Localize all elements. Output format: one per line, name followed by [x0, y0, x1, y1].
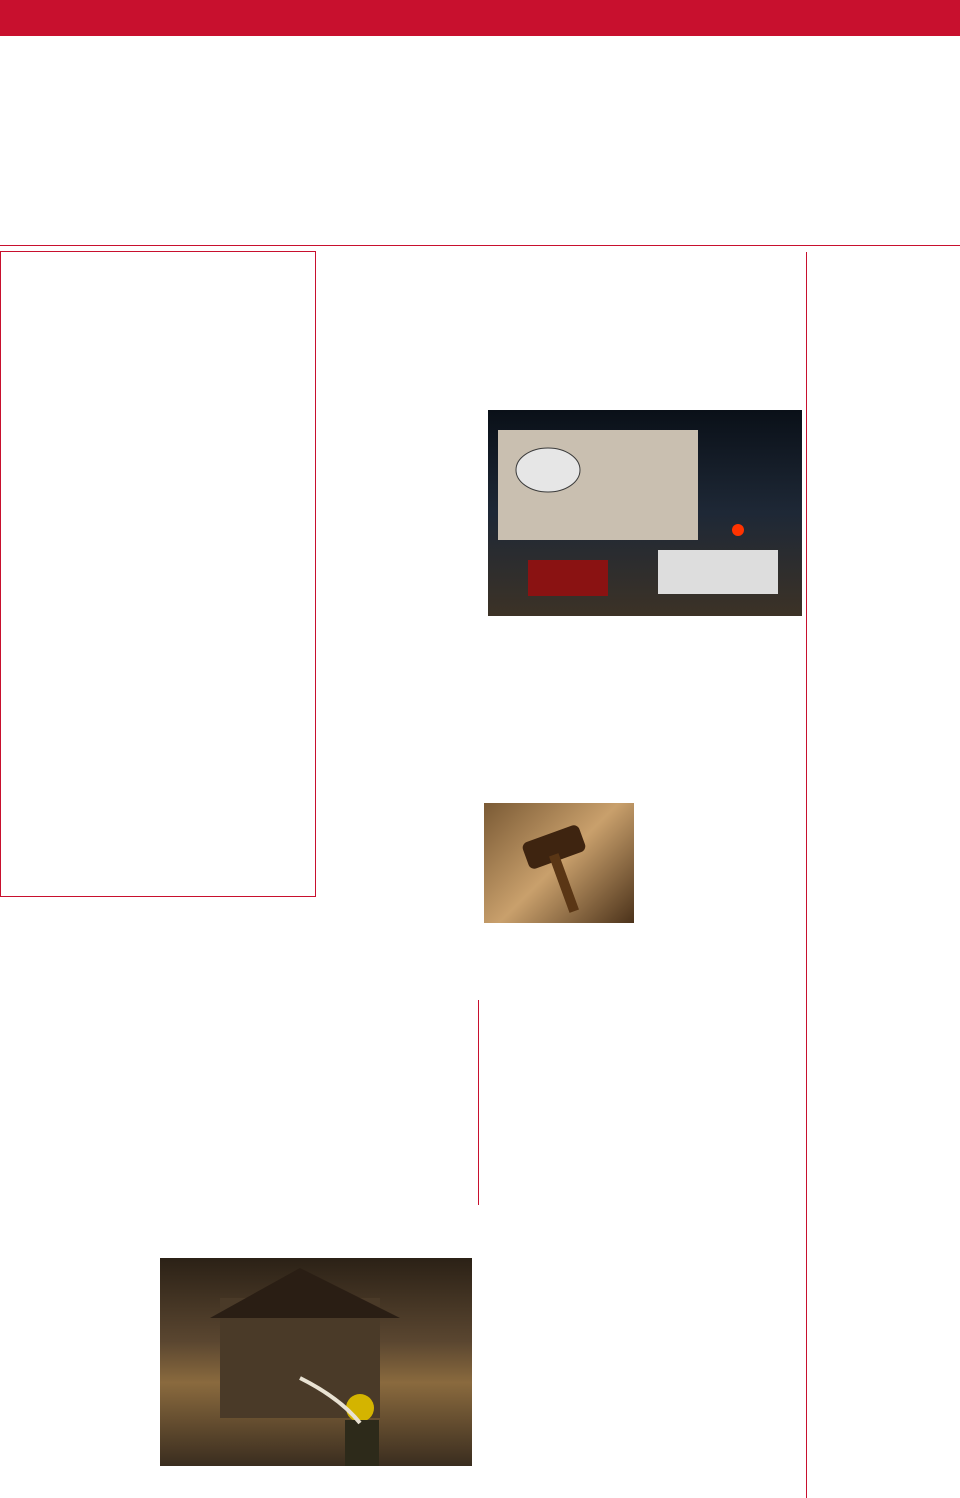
gavel-photo: [484, 803, 634, 923]
firefighter-illustration: [160, 1258, 472, 1466]
bis-col: [486, 1023, 802, 1203]
main-col-cont: [488, 633, 802, 768]
hasic-col: [0, 1255, 150, 1495]
red-car: [528, 560, 608, 596]
zlodej-col: [486, 1272, 802, 1498]
warning-light: [732, 524, 744, 536]
exek-col: [324, 802, 474, 992]
white-van: [658, 550, 778, 594]
gavel-illustration: [484, 803, 634, 923]
firefighter-photo: [160, 1258, 472, 1466]
gavel-handle: [549, 853, 579, 913]
eta-sign: [516, 448, 580, 492]
crash-scene-illustration: [488, 410, 802, 616]
firefighter-helmet: [346, 1394, 374, 1422]
mid-divider: [478, 1000, 479, 1205]
top-rule: [0, 245, 960, 246]
page-header: [0, 0, 960, 36]
plany-col: [324, 1038, 474, 1198]
brief-box: [0, 251, 316, 897]
defib-col1: [0, 980, 152, 1210]
main-col1: [324, 408, 480, 768]
firefighter-body: [345, 1420, 379, 1466]
crash-scene-photo: [488, 410, 802, 616]
right-divider: [806, 252, 807, 1498]
crash-caption-block: [488, 617, 802, 631]
exek-col2: [640, 803, 802, 993]
roof-shape: [210, 1268, 400, 1318]
right-column: [810, 252, 960, 1498]
defib-col2: [164, 980, 316, 1210]
hasic-caption-block: [160, 1467, 472, 1498]
